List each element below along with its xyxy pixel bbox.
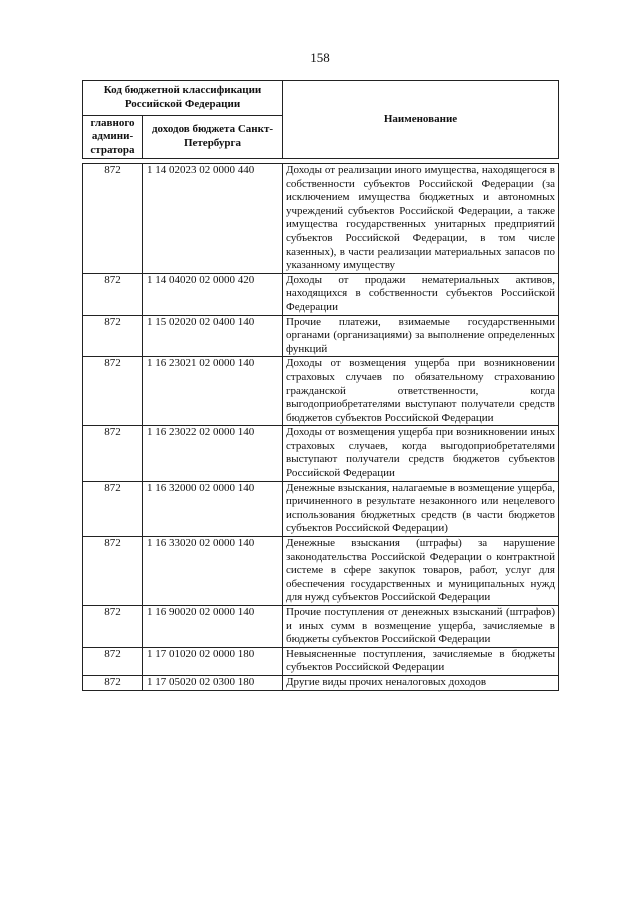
row-budget-code: 1 16 90020 02 0000 140 [143, 606, 283, 648]
row-admin-code: 872 [83, 426, 143, 481]
row-admin-code: 872 [83, 606, 143, 648]
row-budget-code: 1 16 23021 02 0000 140 [143, 357, 283, 426]
classification-table [82, 163, 559, 691]
row-admin-code: 872 [83, 481, 143, 536]
row-name: Доходы от реализации иного имущества, находящегося в собственности субъектов Российской Федерации (за исключением имущества бюджетных и автономных учреждений субъектов Российской Федерации, а также имущества государственных унитарных предприятий субъектов Российской Федерации, в том числе казенных), в части реализации материальных запасов по указанному имуществу [283, 164, 559, 274]
row-name: Денежные взыскания, налагаемые в возмещение ущерба, причиненного в результате незаконного или нецелевого использования бюджетных средств (в части бюджетов субъектов Российской Федерации) [283, 481, 559, 536]
table-row [83, 315, 559, 357]
row-budget-code: 1 16 32000 02 0000 140 [143, 481, 283, 536]
table-row [83, 426, 559, 481]
header-admin: главного админи-стратора [83, 116, 143, 159]
row-admin-code: 872 [83, 537, 143, 606]
table-row [83, 537, 559, 606]
table-row [83, 647, 559, 675]
row-admin-code: 872 [83, 315, 143, 357]
row-admin-code: 872 [83, 164, 143, 274]
row-name: Прочие платежи, взимаемые государственными органами (организациями) за выполнение определенных функций [283, 315, 559, 357]
row-name: Денежные взыскания (штрафы) за нарушение законодательства Российской Федерации о контрактной системе в сфере закупок товаров, работ, услуг для обеспечения государственных и муниципальных нужд для нужд субъектов Российской Федерации [283, 537, 559, 606]
row-admin-code: 872 [83, 273, 143, 315]
row-admin-code: 872 [83, 675, 143, 690]
row-budget-code: 1 14 04020 02 0000 420 [143, 273, 283, 315]
header-name: Наименование [283, 81, 559, 159]
table-row [83, 357, 559, 426]
table-row [83, 675, 559, 690]
table-row [83, 164, 559, 274]
row-name: Доходы от возмещения ущерба при возникновении иных страховых случаев, когда выгодоприобретателями выступают получатели средств бюджетов субъектов Российской Федерации [283, 426, 559, 481]
table-row [83, 481, 559, 536]
row-name: Доходы от продажи нематериальных активов, находящихся в собственности субъектов Российской Федерации [283, 273, 559, 315]
row-budget-code: 1 17 01020 02 0000 180 [143, 647, 283, 675]
row-budget-code: 1 14 02023 02 0000 440 [143, 164, 283, 274]
header-income: доходов бюджета Санкт-Петербурга [143, 116, 283, 159]
row-name: Невыясненные поступления, зачисляемые в бюджеты субъектов Российской Федерации [283, 647, 559, 675]
row-budget-code: 1 17 05020 02 0300 180 [143, 675, 283, 690]
row-budget-code: 1 15 02020 02 0400 140 [143, 315, 283, 357]
table-row [83, 606, 559, 648]
row-budget-code: 1 16 23022 02 0000 140 [143, 426, 283, 481]
row-admin-code: 872 [83, 357, 143, 426]
table-header [82, 80, 559, 159]
header-group: Код бюджетной классификации Российской Федерации [83, 81, 283, 116]
page-number: 158 [310, 50, 330, 65]
row-name: Доходы от возмещения ущерба при возникновении страховых случаев по обязательному страхованию гражданской ответственности, когда выгодоприобретателями выступают получатели средств бюджетов субъектов Российской Федерации [283, 357, 559, 426]
row-name: Прочие поступления от денежных взысканий (штрафов) и иных сумм в возмещение ущерба, зачисляемые в бюджеты субъектов Российской Федерации [283, 606, 559, 648]
row-name: Другие виды прочих неналоговых доходов [283, 675, 559, 690]
row-admin-code: 872 [83, 647, 143, 675]
table-row [83, 273, 559, 315]
row-budget-code: 1 16 33020 02 0000 140 [143, 537, 283, 606]
